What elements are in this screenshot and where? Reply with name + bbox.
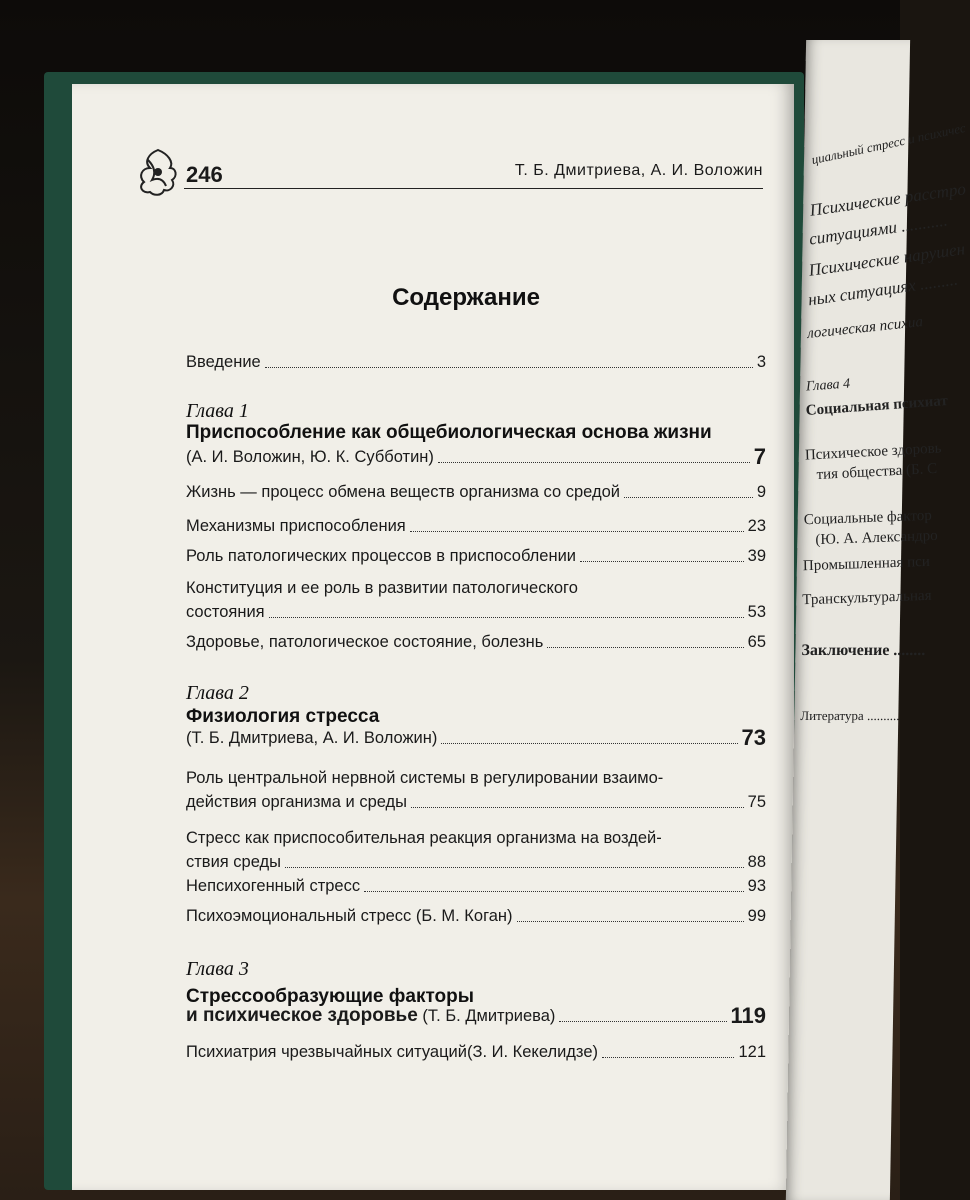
page-number: 246: [186, 162, 223, 187]
toc-entry-intro[interactable]: [186, 350, 766, 374]
dot-leader: [411, 807, 744, 808]
toc-page-number: 88: [747, 853, 766, 871]
toc-entry[interactable]: Жизнь — процесс обмена веществ организма со средой 9: [186, 480, 766, 504]
dot-leader: [624, 497, 753, 498]
dot-leader: [441, 743, 737, 744]
chapter-label: Глава 2: [186, 682, 249, 704]
chapter-title[interactable]: Стрессообразующие факторы: [186, 986, 474, 1007]
right-page-line: Психическое здоровь: [804, 440, 942, 464]
toc-entry[interactable]: Роль патологических процессов в приспособлении 39: [186, 544, 766, 568]
running-head-authors: Т. Б. Дмитриева, А. И. Воложин: [514, 162, 763, 179]
dot-leader: [410, 531, 744, 532]
dot-leader: [438, 462, 750, 463]
chapter-title[interactable]: Приспособление как общебиологическая основа жизни: [186, 422, 712, 443]
dot-leader: [580, 561, 744, 562]
toc-entry-chapter-authors[interactable]: и психическое здоровье (Т. Б. Дмитриева) 119: [186, 1003, 766, 1028]
right-page-line: (Ю. А. Александро: [815, 527, 938, 549]
right-page-line: Глава 4: [805, 376, 851, 395]
toc-entry-text: Введение: [186, 353, 261, 371]
page-header: [118, 140, 763, 200]
dot-leader: [559, 1021, 726, 1022]
right-running-head: циальный стресс и психичес: [810, 119, 967, 168]
dot-leader: [517, 921, 744, 922]
toc-entry[interactable]: Здоровье, патологическое состояние, болезнь 65: [186, 630, 766, 654]
right-page-line: Литература ..........: [800, 708, 900, 723]
toc-entry[interactable]: Роль центральной нервной системы в регулировании взаимо- действия организма и среды 75: [186, 766, 766, 814]
toc-entry[interactable]: Стресс как приспособительная реакция организма на воздей- ствия среды 88: [186, 826, 766, 874]
toc-page-number: 121: [738, 1043, 766, 1061]
toc-entry-chapter-authors[interactable]: (А. И. Воложин, Ю. К. Субботин) 7: [186, 444, 766, 469]
right-page: [786, 40, 967, 1200]
toc-page-number: 99: [747, 907, 766, 925]
chapter-label: Глава 1: [186, 400, 249, 422]
right-page-line: Социальные фактор: [803, 507, 932, 529]
right-page-line: Психические нарушен: [807, 239, 966, 280]
toc-entry[interactable]: Механизмы приспособления 23: [186, 514, 766, 538]
dot-leader: [285, 867, 744, 868]
toc-page-number: 3: [756, 353, 766, 371]
toc-entry[interactable]: Конституция и ее роль в развитии патологического состояния 53: [186, 576, 766, 624]
dot-leader: [602, 1057, 734, 1058]
toc-page-number: 119: [730, 1003, 766, 1028]
right-page-line: ситуациями ...........: [808, 210, 949, 249]
toc-entry[interactable]: Психоэмоциональный стресс (Б. М. Коган) 99: [186, 904, 766, 928]
right-page-line: Транскультуральная: [802, 587, 932, 609]
chapter-title-continued: и психическое здоровье: [186, 1005, 418, 1026]
right-page-line: ных ситуациях .........: [807, 269, 959, 310]
toc-page-number: 73: [741, 725, 766, 750]
chapter-label: Глава 3: [186, 958, 249, 980]
toc-page-number: 65: [747, 633, 766, 651]
right-page-line: Заключение ........: [801, 642, 926, 659]
header-rule: [184, 188, 763, 189]
toc-page-number: 23: [747, 517, 766, 535]
toc-page-number: 7: [753, 444, 766, 469]
toc-entry[interactable]: Психиатрия чрезвычайных ситуаций(З. И. Кекелидзе) 121: [186, 1040, 766, 1064]
floral-ornament-icon: [134, 146, 182, 198]
right-page-line: Психические расстро: [808, 179, 967, 220]
chapter-title[interactable]: Физиология стресса: [186, 706, 380, 727]
dot-leader: [547, 647, 743, 648]
dot-leader: [269, 617, 744, 618]
right-page-line: логическая психиа: [806, 313, 924, 343]
right-page-line: тия общества (Б. С: [816, 460, 938, 484]
toc-entry-chapter-authors[interactable]: (Т. Б. Дмитриева, А. И. Воложин) 73: [186, 725, 766, 750]
toc-page-number: 39: [747, 547, 766, 565]
toc-entry[interactable]: Непсихогенный стресс 93: [186, 874, 766, 898]
right-page-line: Социальная психиат: [805, 393, 949, 419]
toc-page-number: 75: [747, 793, 766, 811]
page-title: Содержание: [392, 284, 540, 311]
toc-page-number: 9: [756, 483, 766, 501]
toc-page-number: 93: [747, 877, 766, 895]
dot-leader: [364, 891, 744, 892]
right-page-line: Промышленная пси: [802, 553, 930, 575]
toc-page-number: 53: [747, 603, 766, 621]
dot-leader: [265, 367, 753, 368]
